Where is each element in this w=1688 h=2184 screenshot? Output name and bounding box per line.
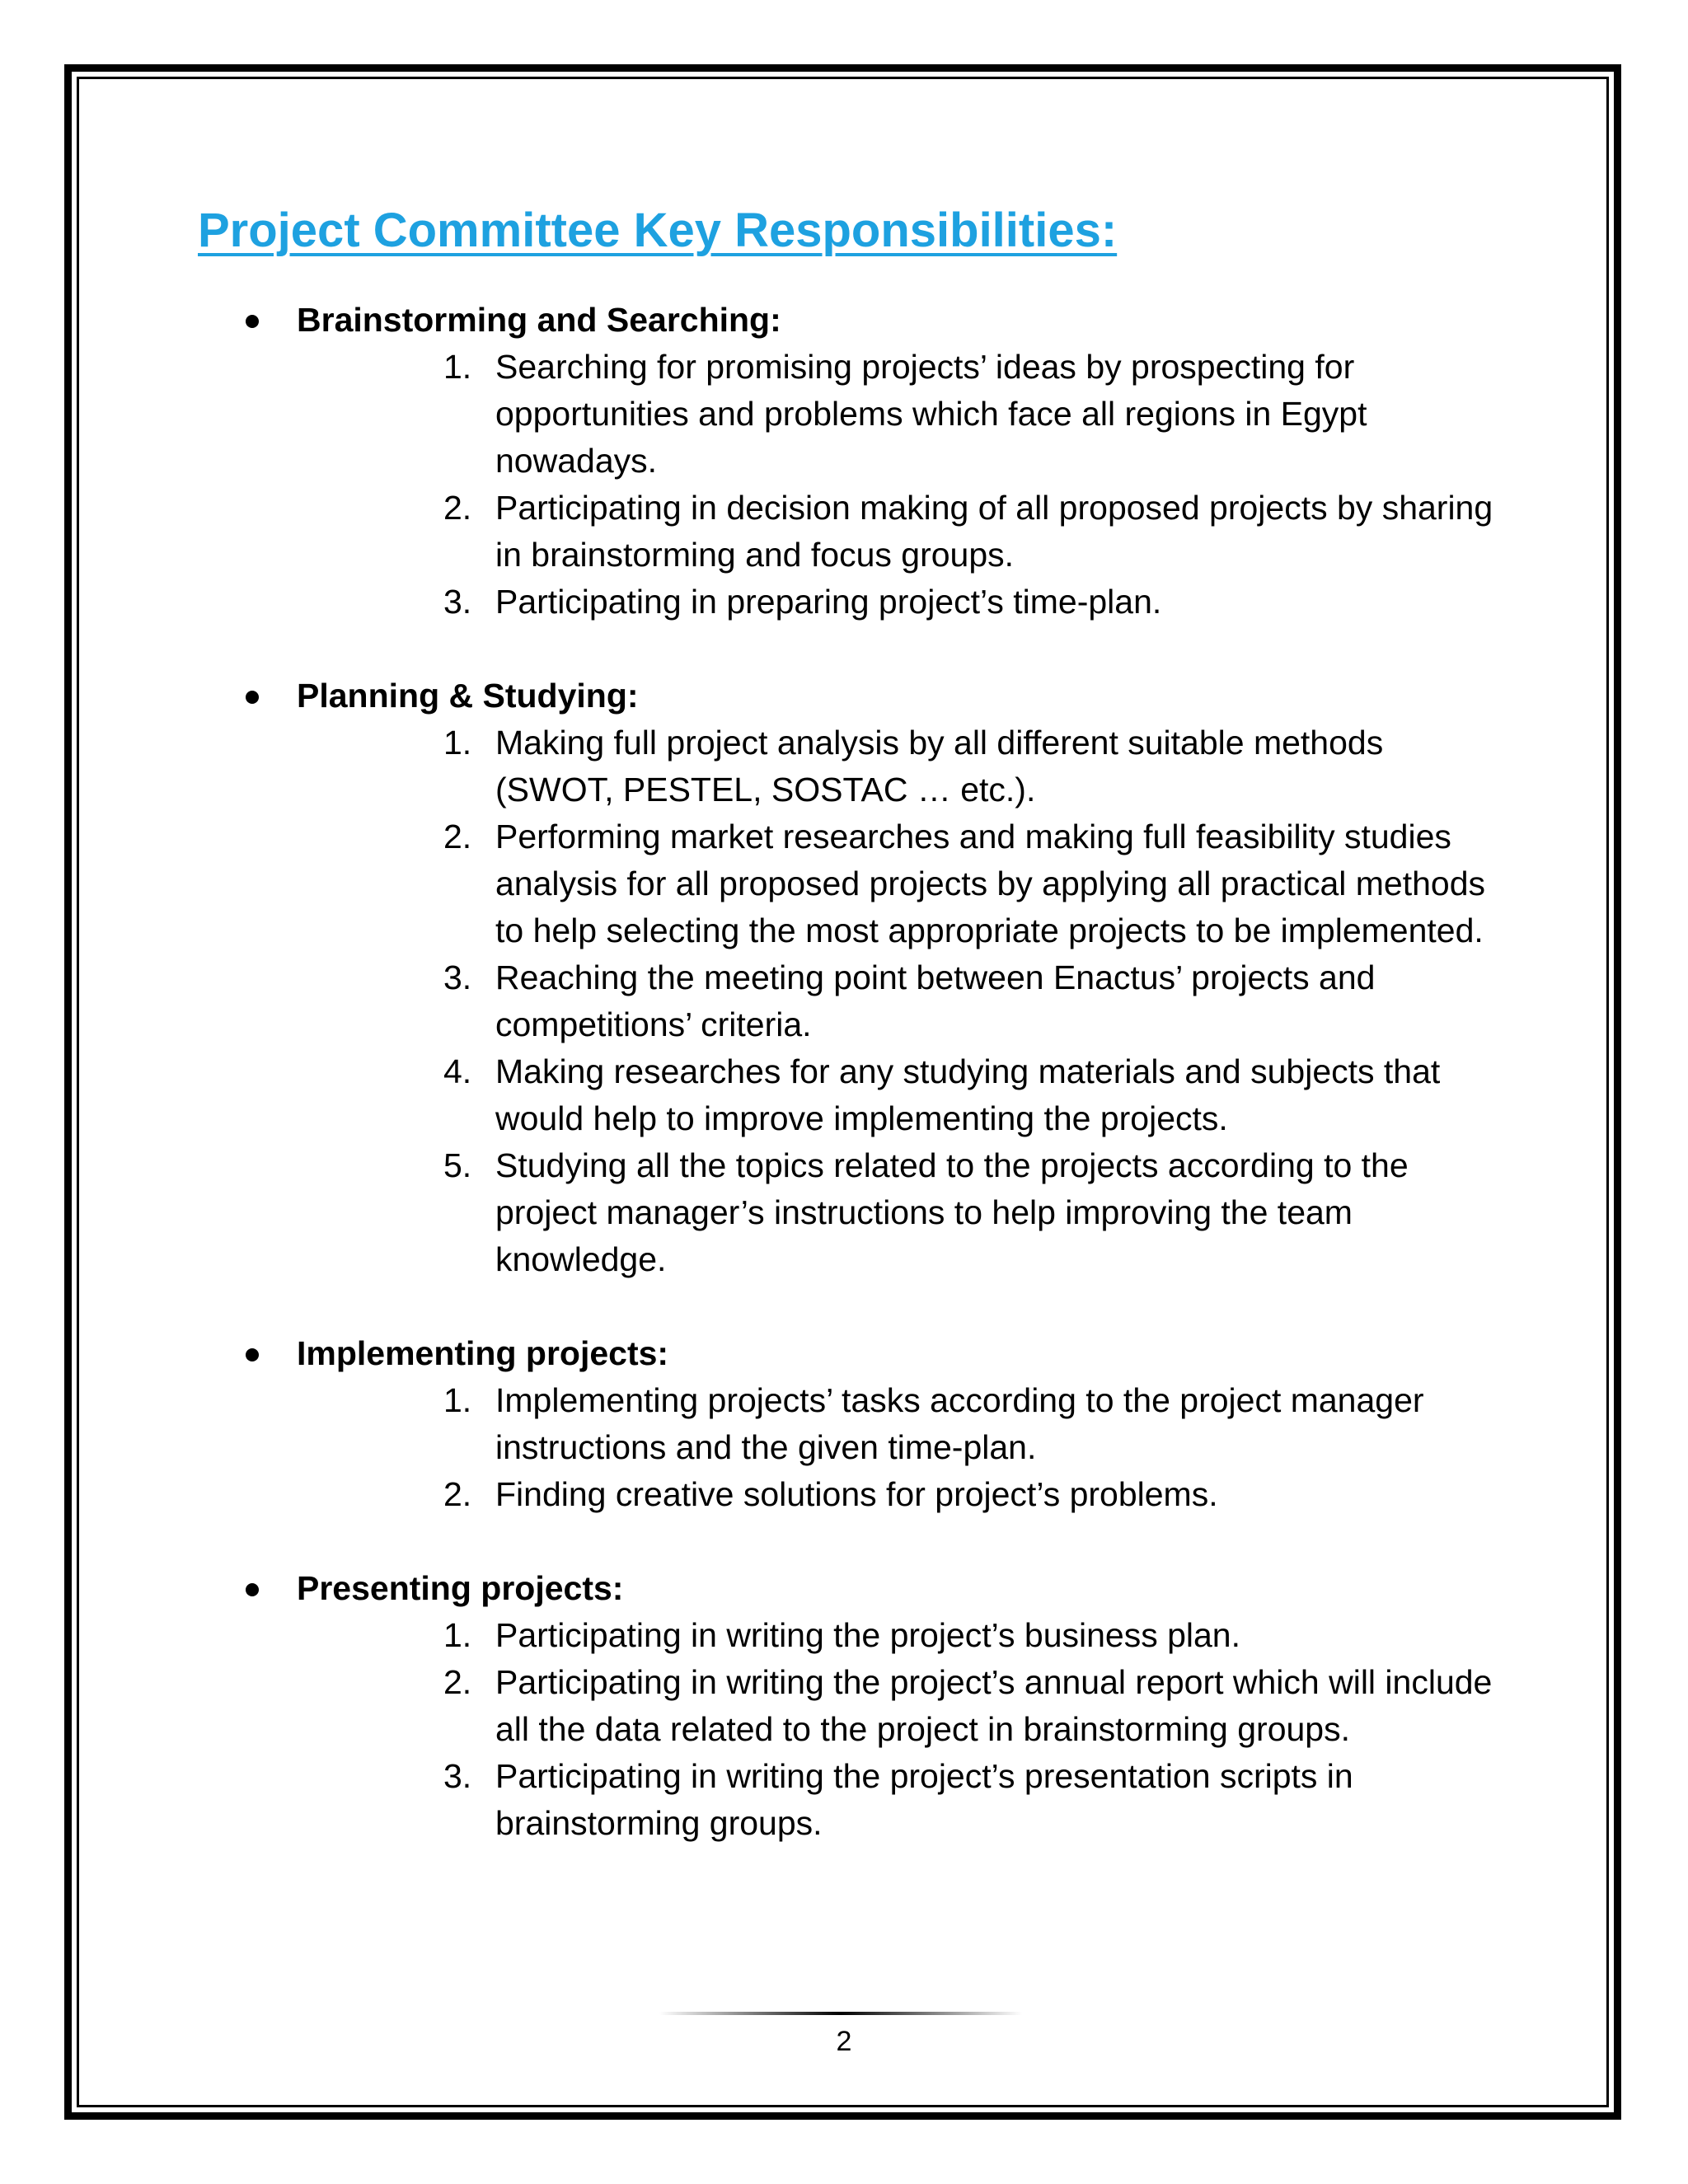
list-item	[0, 579, 1501, 626]
numbered-list	[0, 1377, 1688, 1518]
bullet-icon	[246, 1583, 259, 1596]
list-item-number: 1.	[443, 1381, 472, 1419]
list-item-number: 1.	[443, 348, 472, 386]
list-item-number: 5.	[443, 1146, 472, 1184]
list-item-number: 3.	[443, 583, 472, 621]
page-title: Project Committee Key Responsibilities:	[198, 204, 1118, 257]
section	[0, 1565, 1688, 1847]
list-item-text: Studying all the topics related to the projects according to the project manager’s instructions to help improving the team knowledge.	[495, 1146, 1409, 1278]
list-item-number: 2.	[443, 818, 472, 855]
list-item-text: Making researches for any studying materials and subjects that would help to improve implementing the projects.	[495, 1052, 1441, 1137]
list-item	[0, 1471, 1501, 1518]
list-item	[0, 813, 1501, 954]
list-item	[0, 954, 1501, 1048]
list-item-number: 2.	[443, 1663, 472, 1701]
list-item-number: 2.	[443, 1475, 472, 1513]
list-item-text: Participating in decision making of all proposed projects by sharing in brainstorming and focus groups.	[495, 489, 1493, 574]
list-item-text: Participating in writing the project’s presentation scripts in brainstorming groups.	[495, 1757, 1353, 1842]
numbered-list	[0, 719, 1688, 1283]
responsibility-sections	[0, 297, 1688, 1894]
numbered-list	[0, 344, 1688, 626]
list-item	[0, 719, 1501, 813]
page-number: 2	[836, 2026, 852, 2057]
list-item	[0, 1142, 1501, 1283]
list-item	[0, 1048, 1501, 1142]
list-item	[0, 1612, 1501, 1659]
list-item	[0, 1659, 1501, 1753]
list-item	[0, 1377, 1501, 1471]
list-item-text: Reaching the meeting point between Enactus’ projects and competitions’ criteria.	[495, 958, 1376, 1043]
numbered-list	[0, 1612, 1688, 1847]
section-heading	[0, 297, 1688, 344]
section	[0, 297, 1688, 626]
footer-divider	[659, 2012, 1022, 2015]
bullet-icon	[246, 315, 259, 328]
section-title: Presenting projects:	[297, 1569, 624, 1607]
list-item	[0, 1753, 1501, 1847]
list-item-number: 1.	[443, 724, 472, 762]
list-item-number: 1.	[443, 1616, 472, 1654]
list-item-number: 4.	[443, 1052, 472, 1090]
section	[0, 673, 1688, 1283]
list-item-number: 3.	[443, 1757, 472, 1795]
section-heading	[0, 1565, 1688, 1612]
list-item-text: Finding creative solutions for project’s problems.	[495, 1475, 1218, 1513]
list-item-text: Participating in preparing project’s time-plan.	[495, 583, 1162, 621]
section-title: Implementing projects:	[297, 1334, 669, 1372]
list-item-text: Implementing projects’ tasks according to the project manager instructions and the given time-plan.	[495, 1381, 1424, 1466]
list-item-text: Performing market researches and making full feasibility studies analysis for all proposed projects by applying all practical methods to help selecting the most appropriate projects to be implemented.	[495, 818, 1486, 949]
section-title: Brainstorming and Searching:	[297, 301, 781, 339]
list-item-text: Searching for promising projects’ ideas by prospecting for opportunities and problems which face all regions in Egypt nowadays.	[495, 348, 1367, 480]
list-item	[0, 344, 1501, 485]
list-item-text: Participating in writing the project’s business plan.	[495, 1616, 1241, 1654]
list-item-number: 2.	[443, 489, 472, 527]
section-heading	[0, 673, 1688, 719]
section-title: Planning & Studying:	[297, 677, 639, 715]
bullet-icon	[246, 691, 259, 704]
list-item-text: Making full project analysis by all different suitable methods (SWOT, PESTEL, SOSTAC … etc.).	[495, 724, 1384, 808]
list-item-text: Participating in writing the project’s annual report which will include all the data related to the project in brainstorming groups.	[495, 1663, 1493, 1748]
list-item-number: 3.	[443, 958, 472, 996]
section	[0, 1330, 1688, 1518]
bullet-icon	[246, 1348, 259, 1361]
section-heading	[0, 1330, 1688, 1377]
list-item	[0, 485, 1501, 579]
